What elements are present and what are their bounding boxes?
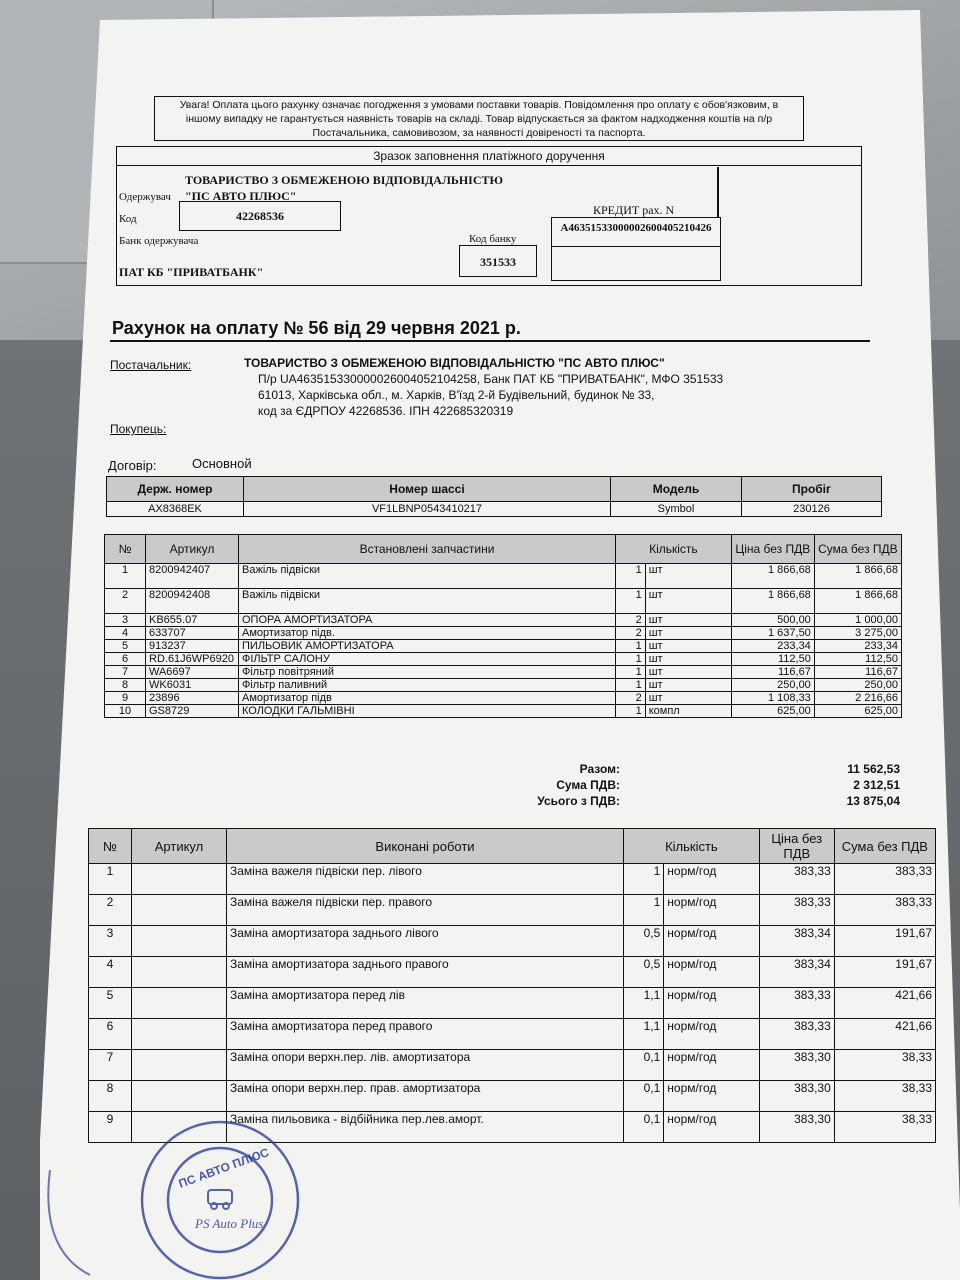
work-qty: 1: [624, 895, 664, 926]
work-name: Заміна важеля підвіски пер. правого: [227, 895, 624, 926]
work-sum: 383,33: [834, 895, 935, 926]
work-number: 6: [89, 1019, 132, 1050]
vat-value: 2 312,51: [853, 778, 900, 792]
work-name: Заміна амортизатора заднього лівого: [227, 926, 624, 957]
part-number: 4: [105, 627, 146, 640]
table-row: [105, 614, 902, 627]
work-unit: норм/год: [664, 988, 759, 1019]
work-price: 383,34: [759, 926, 834, 957]
col-article: Артикул: [146, 535, 239, 564]
work-price: 383,33: [759, 1019, 834, 1050]
totals-block: [480, 762, 900, 810]
work-name: Заміна важеля підвіски пер. лівого: [227, 864, 624, 895]
table-row: [89, 895, 936, 926]
part-unit: шт: [645, 666, 731, 679]
part-sum: 625,00: [814, 705, 901, 718]
work-article: [132, 988, 227, 1019]
account-number: A46351533000002600405210426: [560, 222, 712, 234]
part-sum: 250,00: [814, 679, 901, 692]
part-sum: 3 275,00: [814, 627, 901, 640]
title-underline: [110, 340, 870, 342]
work-price: 383,30: [759, 1050, 834, 1081]
col-mileage: Пробіг: [742, 477, 882, 502]
work-unit: норм/год: [664, 864, 759, 895]
work-unit: норм/год: [664, 957, 759, 988]
table-row: [105, 666, 902, 679]
part-unit: шт: [645, 692, 731, 705]
work-unit: норм/год: [664, 1081, 759, 1112]
warning-line-3: Постачальника, самовивозом, за наявності довіреності та паспорта.: [312, 127, 646, 139]
work-article: [132, 926, 227, 957]
col-article: Артикул: [132, 829, 227, 864]
work-name: Заміна опори верхн.пер. прав. амортизатора: [227, 1081, 624, 1112]
part-name: Важіль підвіски: [239, 589, 616, 614]
total-row: [480, 794, 900, 810]
part-name: Амортизатор підв: [239, 692, 616, 705]
part-article: KB655.07: [146, 614, 239, 627]
col-model: Модель: [611, 477, 742, 502]
contract-value: Основной: [192, 456, 252, 471]
stamp-outer-ring: [142, 1122, 298, 1278]
table-row: [105, 705, 902, 718]
work-number: 5: [89, 988, 132, 1019]
part-article: WA6697: [146, 666, 239, 679]
subtotal-value: 11 562,53: [847, 762, 900, 776]
part-qty: 2: [616, 614, 646, 627]
part-qty: 1: [616, 666, 646, 679]
plate-value: AX8368EK: [107, 502, 244, 517]
work-sum: 38,33: [834, 1081, 935, 1112]
part-sum: 1 866,68: [814, 564, 901, 589]
part-number: 6: [105, 653, 146, 666]
buyer-label: Покупець:: [110, 422, 167, 436]
work-unit: норм/год: [664, 926, 759, 957]
table-row: [89, 1019, 936, 1050]
part-number: 10: [105, 705, 146, 718]
part-price: 250,00: [731, 679, 814, 692]
work-sum: 421,66: [834, 1019, 935, 1050]
work-sum: 383,33: [834, 864, 935, 895]
work-price: 383,30: [759, 1112, 834, 1143]
table-row: [89, 957, 936, 988]
part-name: ОПОРА АМОРТИЗАТОРА: [239, 614, 616, 627]
work-article: [132, 864, 227, 895]
part-unit: компл: [645, 705, 731, 718]
col-part-name: Встановлені запчастини: [239, 535, 616, 564]
total-value: 13 875,04: [846, 794, 900, 808]
part-sum: 2 216,66: [814, 692, 901, 705]
part-name: Амортизатор підв.: [239, 627, 616, 640]
col-price: Ціна без ПДВ: [731, 535, 814, 564]
account-box: [551, 217, 721, 281]
part-sum: 116,67: [814, 666, 901, 679]
table-row: [105, 564, 902, 589]
work-number: 8: [89, 1081, 132, 1112]
col-price: Ціна без ПДВ: [759, 829, 834, 864]
part-name: Важіль підвіски: [239, 564, 616, 589]
part-sum: 233,34: [814, 640, 901, 653]
invoice-title: Рахунок на оплату № 56 від 29 червня 2021 р.: [112, 318, 521, 338]
supplier-name: ТОВАРИСТВО З ОБМЕЖЕНОЮ ВІДПОВІДАЛЬНІСТЮ "ПС АВТО ПЛЮС": [244, 356, 665, 370]
col-number: №: [89, 829, 132, 864]
table-row: [89, 864, 936, 895]
col-chassis: Номер шассі: [244, 477, 611, 502]
work-sum: 38,33: [834, 1112, 935, 1143]
part-qty: 1: [616, 653, 646, 666]
payment-sample-box: [116, 146, 862, 286]
subtotal-label: Разом:: [579, 762, 620, 776]
part-number: 7: [105, 666, 146, 679]
part-article: 8200942407: [146, 564, 239, 589]
part-name: ФІЛЬТР САЛОНУ: [239, 653, 616, 666]
work-number: 9: [89, 1112, 132, 1143]
work-article: [132, 1019, 227, 1050]
col-quantity: Кількість: [616, 535, 732, 564]
model-value: Symbol: [611, 502, 742, 517]
part-price: 500,00: [731, 614, 814, 627]
part-article: GS8729: [146, 705, 239, 718]
table-row: [105, 679, 902, 692]
bank-code-box: [459, 245, 537, 277]
work-sum: 191,67: [834, 957, 935, 988]
work-sum: 421,66: [834, 988, 935, 1019]
col-sum: Сума без ПДВ: [834, 829, 935, 864]
part-number: 3: [105, 614, 146, 627]
credit-line: [717, 167, 719, 217]
part-article: 8200942408: [146, 589, 239, 614]
warning-box: [154, 96, 804, 141]
work-number: 7: [89, 1050, 132, 1081]
part-article: WK6031: [146, 679, 239, 692]
table-row: [105, 653, 902, 666]
part-qty: 1: [616, 564, 646, 589]
work-number: 4: [89, 957, 132, 988]
part-price: 116,67: [731, 666, 814, 679]
table-row: [89, 988, 936, 1019]
part-qty: 2: [616, 627, 646, 640]
table-row: [89, 926, 936, 957]
car-icon: [208, 1190, 232, 1209]
part-qty: 1: [616, 589, 646, 614]
work-qty: 0,1: [624, 1112, 664, 1143]
work-article: [132, 957, 227, 988]
contract-label: Договір:: [108, 458, 157, 473]
table-row: [105, 640, 902, 653]
part-number: 1: [105, 564, 146, 589]
part-sum: 112,50: [814, 653, 901, 666]
work-qty: 1,1: [624, 1019, 664, 1050]
part-article: 633707: [146, 627, 239, 640]
part-number: 2: [105, 589, 146, 614]
warning-line-1: Увага! Оплата цього рахунку означає погодження з умовами поставки товарів. Повідомлення про оплату є обов'язковим, в: [179, 99, 779, 111]
code-box: [179, 201, 341, 231]
vat-label: Сума ПДВ:: [556, 778, 620, 792]
part-price: 112,50: [731, 653, 814, 666]
work-qty: 0,1: [624, 1081, 664, 1112]
part-article: RD.61J6WP6920: [146, 653, 239, 666]
work-number: 2: [89, 895, 132, 926]
part-qty: 1: [616, 705, 646, 718]
supplier-bank-line: П/р UA463515330000026004052104258, Банк ПАТ КБ "ПРИВАТБАНК", МФО 351533: [258, 372, 724, 386]
part-sum: 1 000,00: [814, 614, 901, 627]
supplier-address-line: 61013, Харківська обл., м. Харків, В'їзд 2-й Будівельний, будинок № 33,: [258, 388, 655, 402]
chassis-value: VF1LBNP0543410217: [244, 502, 611, 517]
part-unit: шт: [645, 564, 731, 589]
part-name: Фільтр повітряний: [239, 666, 616, 679]
work-unit: норм/год: [664, 895, 759, 926]
part-name: КОЛОДКИ ГАЛЬМІВНІ: [239, 705, 616, 718]
part-number: 8: [105, 679, 146, 692]
work-number: 1: [89, 864, 132, 895]
col-plate: Держ. номер: [107, 477, 244, 502]
part-qty: 2: [616, 692, 646, 705]
part-price: 1 637,50: [731, 627, 814, 640]
part-article: 23896: [146, 692, 239, 705]
part-price: 625,00: [731, 705, 814, 718]
work-number: 3: [89, 926, 132, 957]
work-qty: 0,1: [624, 1050, 664, 1081]
part-qty: 1: [616, 640, 646, 653]
company-stamp: [30, 1050, 330, 1280]
work-unit: норм/год: [664, 1112, 759, 1143]
signature-stroke: [48, 1170, 90, 1275]
work-price: 383,33: [759, 864, 834, 895]
work-sum: 191,67: [834, 926, 935, 957]
work-name: Заміна пильовика - відбійника пер.лев.аморт.: [227, 1112, 624, 1143]
supplier-code-line: код за ЄДРПОУ 42268536. ІПН 422685320319: [258, 404, 514, 418]
stamp-company-name: ПС АВТО ПЛЮС: [176, 1145, 271, 1191]
part-name: ПИЛЬОВИК АМОРТИЗАТОРА: [239, 640, 616, 653]
table-row: [105, 692, 902, 705]
part-price: 1 866,68: [731, 589, 814, 614]
work-price: 383,34: [759, 957, 834, 988]
work-name: Заміна амортизатора перед правого: [227, 1019, 624, 1050]
part-name: Фільтр паливний: [239, 679, 616, 692]
work-price: 383,30: [759, 1081, 834, 1112]
divider: [552, 246, 720, 247]
supplier-label: Постачальник:: [110, 358, 192, 372]
table-row: [105, 627, 902, 640]
work-article: [132, 895, 227, 926]
work-unit: норм/год: [664, 1050, 759, 1081]
work-unit: норм/год: [664, 1019, 759, 1050]
work-name: Заміна амортизатора перед лів: [227, 988, 624, 1019]
bank-label: Банк одержувача: [119, 235, 199, 247]
col-quantity: Кількість: [624, 829, 760, 864]
recipient-name: "ПС АВТО ПЛЮС": [185, 189, 297, 203]
part-price: 1 866,68: [731, 564, 814, 589]
col-number: №: [105, 535, 146, 564]
part-price: 233,34: [731, 640, 814, 653]
credit-label: КРЕДИТ рах. N: [593, 203, 675, 217]
part-unit: шт: [645, 679, 731, 692]
part-sum: 1 866,68: [814, 589, 901, 614]
work-qty: 0,5: [624, 957, 664, 988]
stamp-brand: PS Auto Plus: [195, 1216, 264, 1231]
work-price: 383,33: [759, 895, 834, 926]
part-number: 9: [105, 692, 146, 705]
code-label: Код: [119, 213, 137, 225]
vat-row: [480, 778, 900, 794]
work-name: Заміна опори верхн.пер. лів. амортизатора: [227, 1050, 624, 1081]
bank-code-label: Код банку: [469, 233, 517, 245]
bank-code-value: 351533: [480, 255, 516, 269]
code-value: 42268536: [236, 209, 284, 223]
part-qty: 1: [616, 679, 646, 692]
mileage-value: 230126: [742, 502, 882, 517]
bank-name: ПАТ КБ "ПРИВАТБАНК": [119, 265, 264, 279]
subtotal-row: [480, 762, 900, 778]
total-label: Усього з ПДВ:: [537, 794, 620, 808]
work-qty: 0,5: [624, 926, 664, 957]
part-article: 913237: [146, 640, 239, 653]
warning-line-2: іншому випадку не гарантується наявність товарів на складі. Товар відпускається за фактом надходження коштів на п/р: [185, 113, 773, 125]
parts-table: [104, 534, 902, 718]
col-work-name: Виконані роботи: [227, 829, 624, 864]
payment-sample-title: Зразок заповнення платіжного доручення: [373, 149, 605, 163]
work-price: 383,33: [759, 988, 834, 1019]
part-unit: шт: [645, 627, 731, 640]
part-unit: шт: [645, 589, 731, 614]
part-price: 1 108,33: [731, 692, 814, 705]
col-sum: Сума без ПДВ: [814, 535, 901, 564]
divider: [117, 165, 861, 166]
part-number: 5: [105, 640, 146, 653]
work-qty: 1,1: [624, 988, 664, 1019]
part-unit: шт: [645, 614, 731, 627]
recipient-label: Одержувач: [119, 191, 171, 203]
vehicle-table: [106, 476, 882, 517]
work-sum: 38,33: [834, 1050, 935, 1081]
work-name: Заміна амортизатора заднього правого: [227, 957, 624, 988]
recipient-company-line: ТОВАРИСТВО З ОБМЕЖЕНОЮ ВІДПОВІДАЛЬНІСТЮ: [185, 173, 503, 187]
part-unit: шт: [645, 653, 731, 666]
part-unit: шт: [645, 640, 731, 653]
work-qty: 1: [624, 864, 664, 895]
table-row: [105, 589, 902, 614]
